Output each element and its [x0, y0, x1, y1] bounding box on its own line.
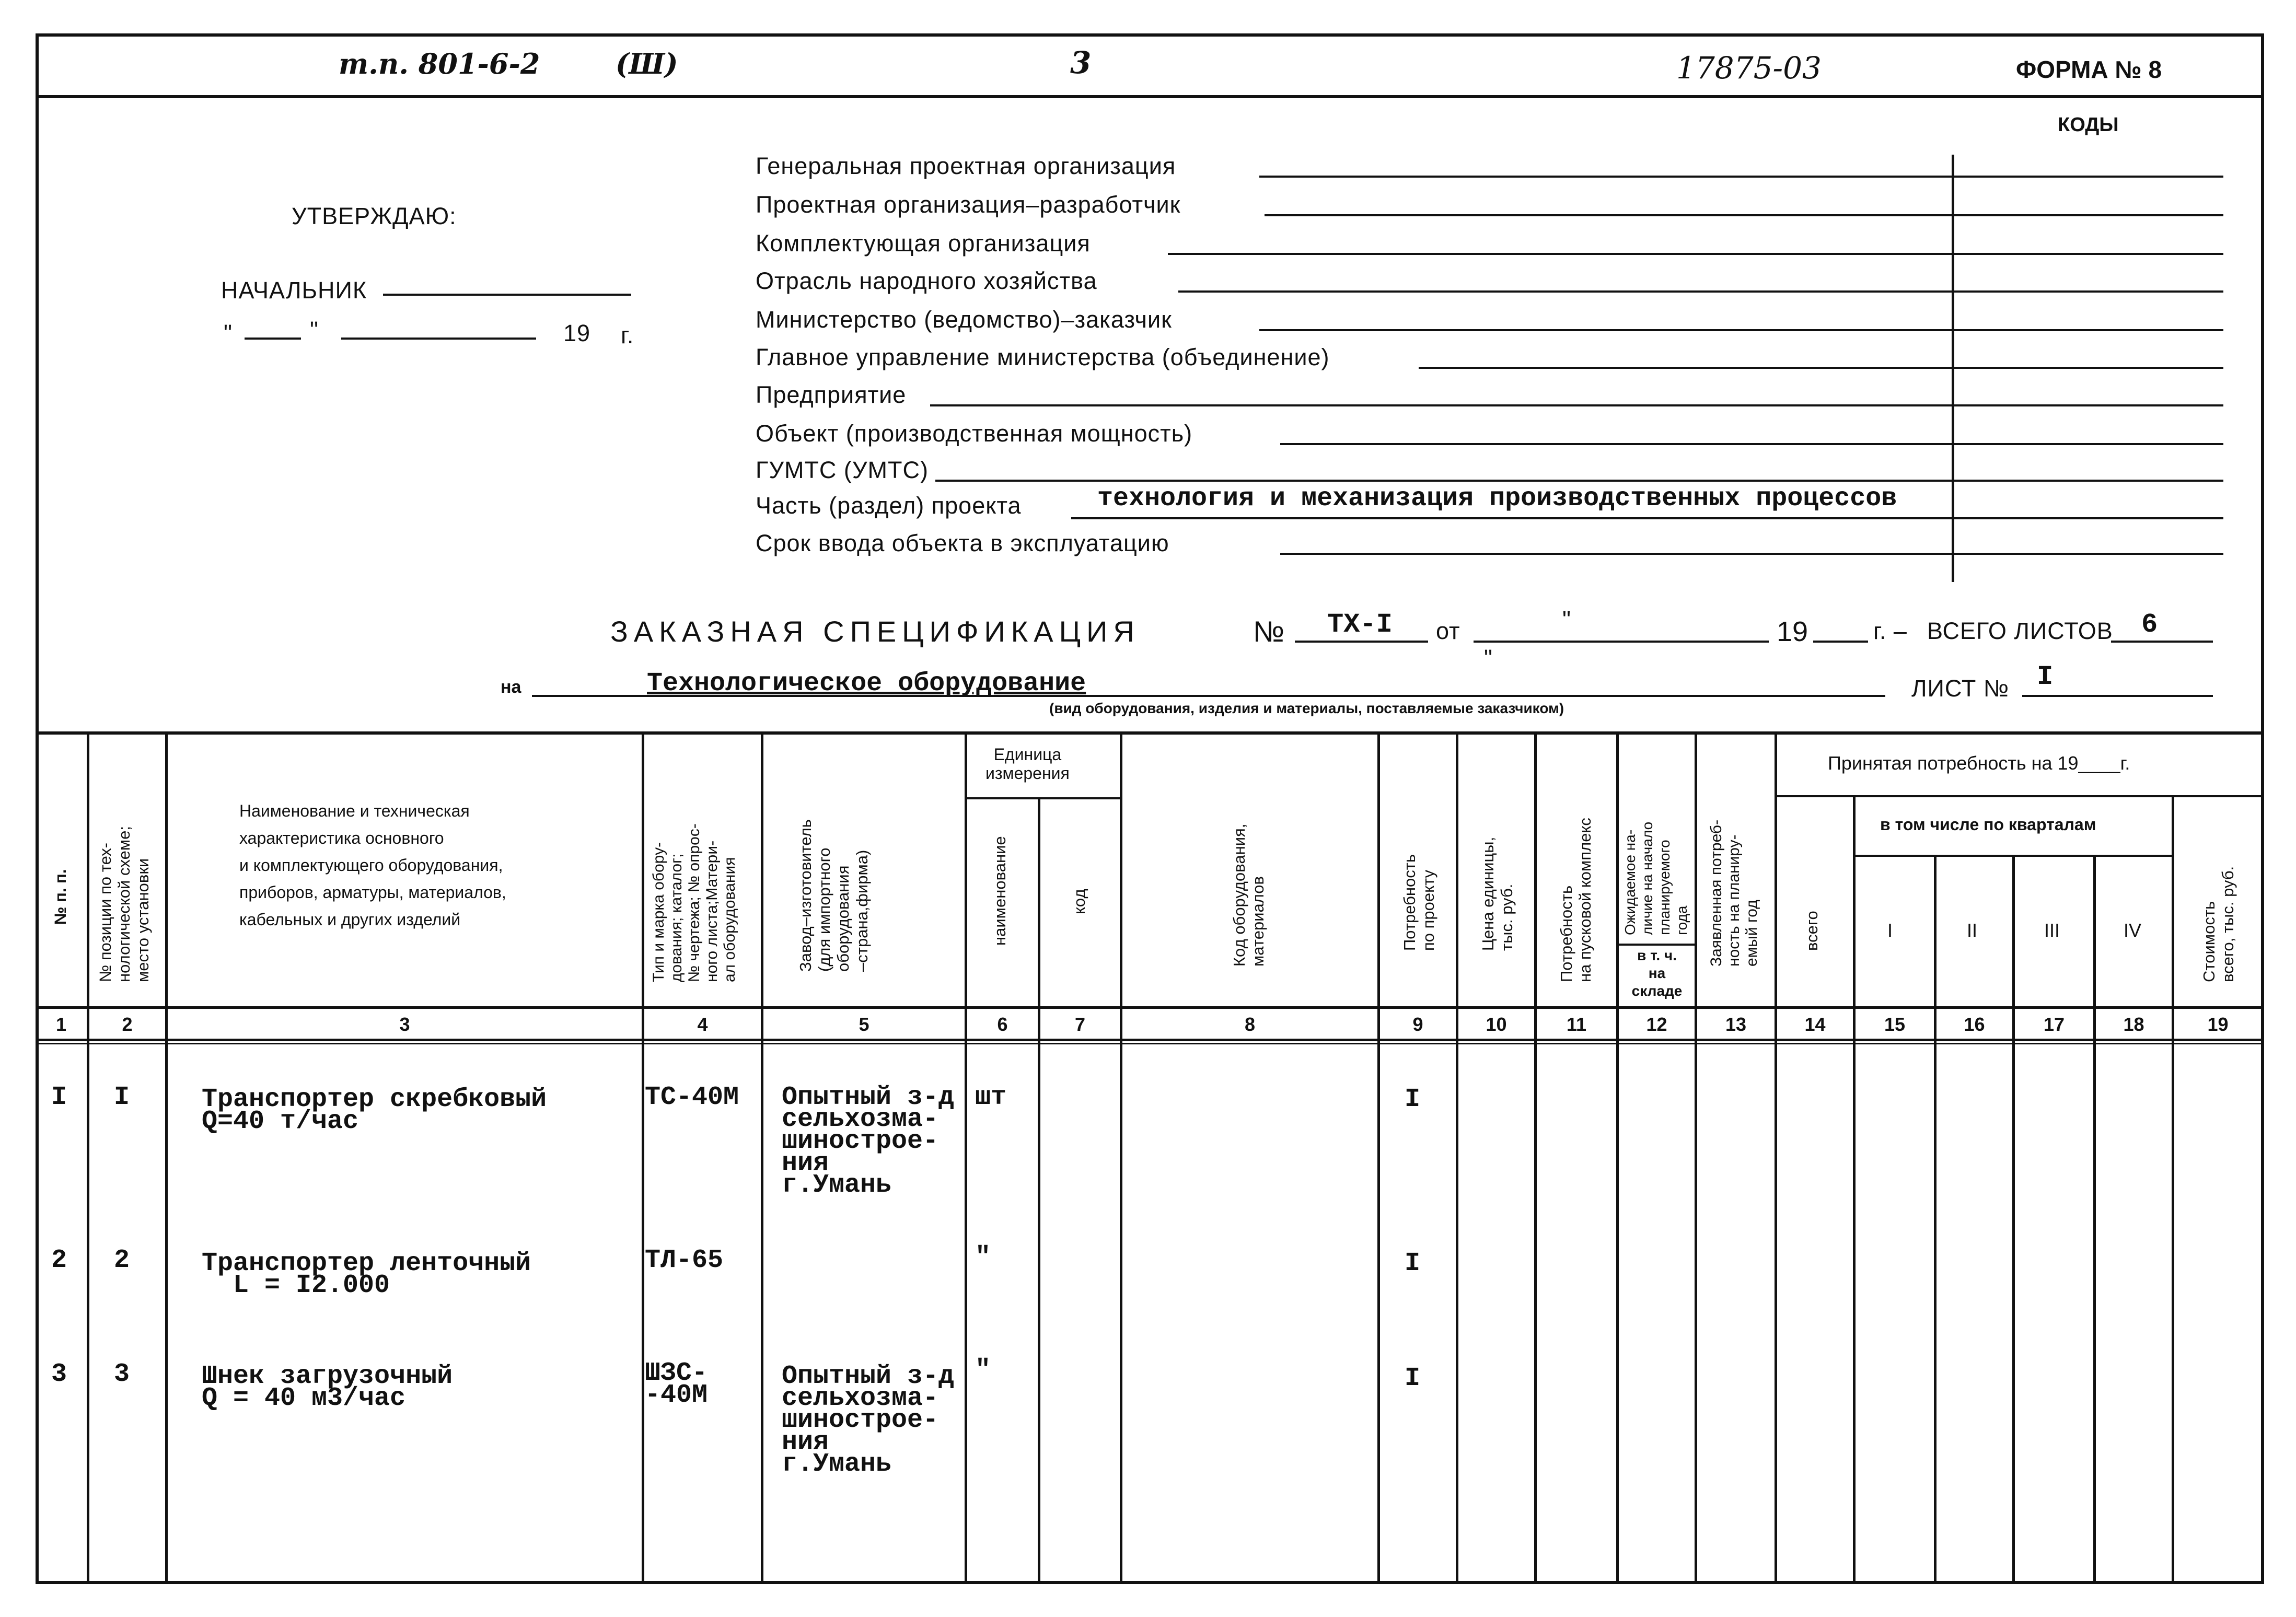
total-sheets-field[interactable]: [2111, 641, 2213, 643]
col-line: [642, 731, 644, 1584]
row-type: ТЛ-65: [645, 1246, 724, 1275]
org-field-input[interactable]: [1265, 214, 2223, 216]
unit-group-line: [965, 797, 1121, 799]
accepted-group-header: Принятая потребность на 19____г.: [1828, 752, 2130, 774]
column-number: 10: [1486, 1014, 1507, 1035]
col-header-8: Код оборудования, материалов: [1230, 823, 1267, 967]
total-sheets-value: 6: [2141, 609, 2158, 640]
chief-label: НАЧАЛЬНИК: [221, 277, 367, 304]
col-line: [1534, 731, 1537, 1584]
column-number: 11: [1566, 1014, 1587, 1035]
org-field-label: Проектная организация–разработчик: [756, 191, 1181, 218]
col-line: [2012, 855, 2015, 1584]
spec-on-caption: (вид оборудования, изделия и материалы, поставляемые заказчиком): [1049, 700, 1564, 716]
col-header-10: Цена единицы, тыс. руб.: [1479, 836, 1516, 951]
col-line: [1934, 855, 1936, 1584]
col-header-13: Заявленная потреб- ность на планиру- емый год: [1708, 819, 1760, 967]
org-field-input[interactable]: [930, 404, 2223, 406]
row-name: Транспортер ленточный L = I2.000: [202, 1249, 531, 1300]
table-body-top: [36, 1043, 2264, 1044]
col-header-19: Стоимость всего, тыс. руб.: [2200, 866, 2237, 982]
column-number: 18: [2123, 1014, 2144, 1035]
spec-year-suffix: г. –: [1873, 618, 1907, 644]
form-label: ФОРМА № 8: [2016, 56, 2162, 83]
org-field-input[interactable]: [1168, 253, 2223, 255]
org-field-label: Часть (раздел) проекта: [756, 492, 1022, 519]
col-line: [1853, 795, 1856, 1584]
col-header-12-sub: в т. ч. на складе: [1631, 947, 1683, 999]
unit-group-header: Единица измерения: [985, 745, 1070, 783]
col-header-2: № позиции по тех- нологической схеме; место установки: [96, 825, 152, 982]
codes-label: КОДЫ: [2058, 114, 2119, 136]
col-header-15: I: [1887, 920, 1893, 941]
org-field-input[interactable]: [1259, 329, 2223, 331]
column-number: 6: [997, 1014, 1008, 1035]
column-number: 8: [1244, 1014, 1256, 1035]
col-line: [1616, 731, 1619, 1584]
row-type: ШЗС- -40М: [645, 1358, 708, 1410]
col-header-4: Тип и марка обору- дования; каталог; № чертежа; № опрос- ного листа;Матери- ал оборудования: [650, 823, 738, 982]
col-header-1: № п. п.: [51, 869, 69, 925]
series-code: т.п. 801-6-2: [339, 47, 540, 80]
col-line: [1038, 797, 1040, 1584]
org-field-label: Министерство (ведомство)–заказчик: [756, 306, 1172, 333]
spec-number-field[interactable]: [1295, 641, 1428, 643]
row-name: Шнек загрузочный Q = 40 м3/час: [202, 1362, 453, 1413]
column-number: 14: [1804, 1014, 1826, 1035]
row-unit: ": [975, 1355, 991, 1385]
org-field-label: Комплектующая организация: [756, 230, 1091, 257]
org-field-label: Предприятие: [756, 381, 907, 408]
org-field-label: Генеральная проектная организация: [756, 153, 1176, 179]
row-position: 3: [114, 1359, 130, 1389]
spec-title: ЗАКАЗНАЯ СПЕЦИФИКАЦИЯ: [610, 615, 1140, 648]
spec-date-field[interactable]: [1474, 641, 1769, 643]
col-line: [165, 731, 168, 1584]
column-number: 2: [122, 1014, 133, 1035]
sheet-number-field[interactable]: [2022, 695, 2213, 697]
col-header-18: IV: [2124, 920, 2142, 941]
col-header-17: III: [2044, 920, 2060, 941]
row-maker: Опытный з-д сельхозма- шинострое- ния г.Умань: [782, 1362, 955, 1479]
col-line: [761, 731, 763, 1584]
page-number: 3: [1070, 45, 1092, 80]
col-header-12: Ожидаемое на- личие на начало планируемого года: [1622, 821, 1690, 935]
org-field-input[interactable]: [935, 480, 2223, 482]
sheet-number-value: I: [2037, 661, 2054, 692]
approve-label: УТВЕРЖДАЮ:: [292, 203, 457, 229]
row-unit: шт: [975, 1083, 1007, 1112]
approval-day-field[interactable]: [245, 338, 301, 340]
org-field-input[interactable]: [1280, 443, 2223, 445]
approval-year-suffix: г.: [621, 322, 634, 348]
column-number: 3: [399, 1014, 410, 1035]
org-field-input[interactable]: [1071, 517, 2223, 519]
row-unit: ": [975, 1242, 991, 1272]
row-quantity: I: [1405, 1364, 1421, 1393]
org-field-label: ГУМТС (УМТС): [756, 457, 929, 483]
column-number: 9: [1412, 1014, 1423, 1035]
col-line: [1120, 731, 1122, 1584]
org-field-input[interactable]: [1280, 553, 2223, 555]
row-position: 2: [114, 1246, 130, 1275]
spec-from-label: от: [1436, 618, 1460, 644]
column-number: 19: [2207, 1014, 2229, 1035]
column-number: 7: [1074, 1014, 1086, 1035]
c12-sub-line: [1616, 944, 1695, 946]
col-header-7: код: [1070, 889, 1088, 914]
col-header-3: Наименование и техническая характеристика основного и комплектующего оборудования, приборов, арматуры, материалов, кабельных и других изделий: [239, 801, 506, 929]
approval-month-field[interactable]: [341, 338, 536, 340]
col-header-11: Потребность на пусковой комплекс: [1557, 818, 1594, 982]
col-line: [1377, 731, 1380, 1584]
total-sheets-label: ВСЕГО ЛИСТОВ: [1927, 618, 2113, 644]
org-field-input[interactable]: [1419, 367, 2223, 369]
column-number: 12: [1646, 1014, 1667, 1035]
col-line: [1456, 731, 1458, 1584]
date-quote-open: ": [224, 320, 233, 346]
table-top-border: [36, 731, 2264, 735]
spec-on-value: Технологическое оборудование: [647, 669, 1086, 699]
col-line: [1775, 731, 1777, 1584]
spec-year: 19: [1777, 616, 1808, 647]
column-number: 15: [1884, 1014, 1906, 1035]
row-name: Транспортер скребковый Q=40 т/час: [202, 1085, 547, 1136]
album-code: (Ш): [616, 47, 678, 80]
project-part-value: технология и механизация производственных процессов: [1097, 484, 1897, 514]
approval-year: 19: [563, 320, 591, 346]
org-field-label: Объект (производственная мощность): [756, 420, 1193, 447]
spec-on-label: на: [501, 677, 521, 697]
date-quote-close: ": [310, 317, 319, 343]
chief-signature-field[interactable]: [383, 294, 631, 296]
column-number: 13: [1725, 1014, 1747, 1035]
doc-number: 17875-03: [1676, 50, 1822, 86]
row-number: 3: [51, 1359, 67, 1389]
col-line: [2172, 795, 2174, 1584]
org-field-label: Отрасль народного хозяйства: [756, 267, 1097, 294]
col-line: [965, 731, 967, 1584]
column-number: 5: [859, 1014, 869, 1035]
row-position: I: [114, 1083, 130, 1112]
accepted-group-line: [1776, 795, 2264, 797]
column-number: 16: [1964, 1014, 1985, 1035]
header-divider: [36, 95, 2264, 98]
row-type: ТС-40М: [645, 1083, 739, 1112]
row-quantity: I: [1405, 1085, 1421, 1114]
col-header-16: II: [1967, 920, 1978, 941]
spec-quote-top: ": [1562, 606, 1571, 633]
spec-no-label: №: [1253, 615, 1285, 648]
row-maker: Опытный з-д сельхозма- шинострое- ния г.Умань: [782, 1083, 955, 1200]
org-field-input[interactable]: [1178, 290, 2223, 293]
column-number: 1: [55, 1014, 67, 1035]
column-number: 4: [697, 1014, 708, 1035]
row-number: I: [51, 1083, 67, 1112]
col-header-14: всего: [1803, 911, 1821, 951]
org-field-label: Главное управление министерства (объединение): [756, 344, 1330, 370]
col-line: [1695, 731, 1697, 1584]
col-line: [2093, 855, 2096, 1584]
quarters-group-header: в том числе по кварталам: [1880, 815, 2096, 834]
column-number: 17: [2043, 1014, 2065, 1035]
spec-quote-bottom: ": [1484, 645, 1493, 671]
org-field-input[interactable]: [1259, 176, 2223, 178]
sheet-number-label: ЛИСТ №: [1911, 675, 2010, 702]
col-line: [87, 731, 89, 1584]
col-header-5: Завод–изготовитель (для импортного оборудования –страна,фирма): [796, 819, 871, 972]
col-header-9: Потребность по проекту: [1400, 854, 1437, 951]
org-field-label: Срок ввода объекта в эксплуатацию: [756, 530, 1169, 556]
row-quantity: I: [1405, 1249, 1421, 1278]
spec-number-value: ТХ-I: [1327, 609, 1393, 640]
spec-year-field[interactable]: [1813, 641, 1868, 643]
col-header-6: наименование: [991, 836, 1009, 946]
row-number: 2: [51, 1246, 67, 1275]
